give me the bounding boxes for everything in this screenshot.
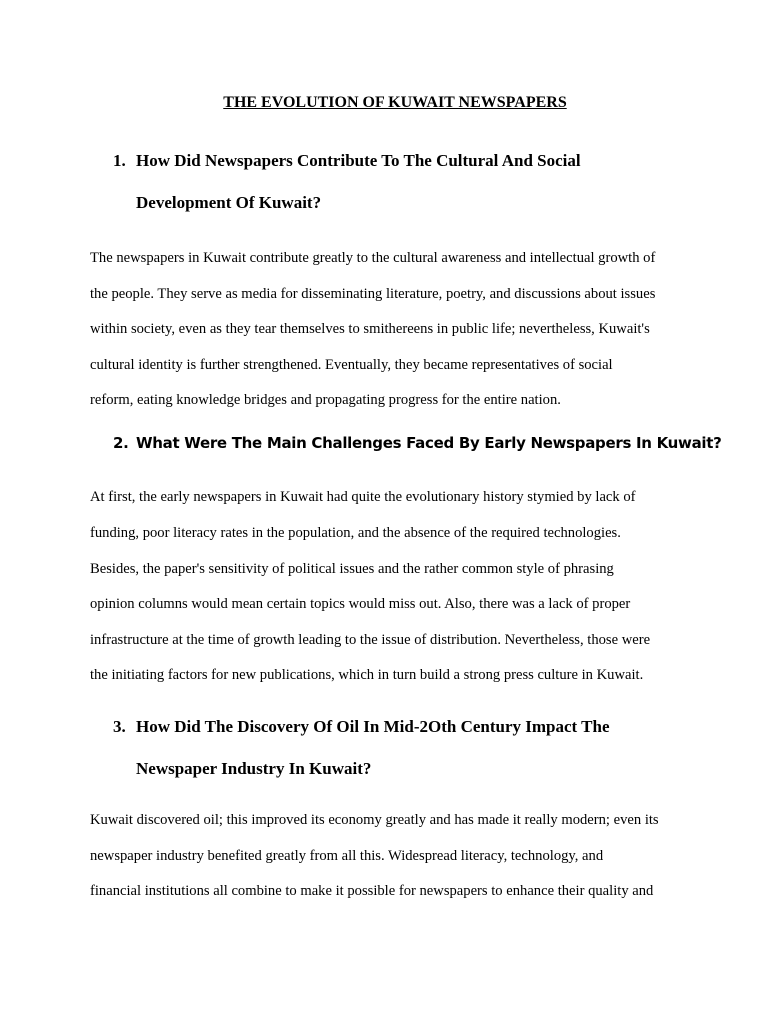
- answer-1-line-3: within society, even as they tear themselves to smithereens in public life; nevertheless, Kuwait's: [90, 321, 650, 337]
- answer-3-line-1: Kuwait discovered oil; this improved its economy greatly and has made it really modern; even its: [90, 812, 659, 828]
- question-3-line-2: Newspaper Industry In Kuwait?: [136, 759, 372, 778]
- answer-2-line-2: funding, poor literacy rates in the population, and the absence of the required technologies.: [90, 525, 621, 541]
- question-number-1: 1.: [113, 151, 126, 170]
- answer-2-line-1: At first, the early newspapers in Kuwait had quite the evolutionary history stymied by lack of: [90, 489, 636, 505]
- question-1-line-2: Development Of Kuwait?: [136, 193, 322, 212]
- question-number-2: 2.: [113, 434, 129, 452]
- document-title: THE EVOLUTION OF KUWAIT NEWSPAPERS: [223, 94, 567, 111]
- answer-2-line-4: opinion columns would mean certain topics would miss out. Also, there was a lack of proper: [90, 596, 631, 612]
- answer-3-line-3: financial institutions all combine to make it possible for newspapers to enhance their quality and: [90, 883, 654, 899]
- question-2-line-1: What Were The Main Challenges Faced By Early Newspapers In Kuwait?: [136, 434, 722, 452]
- answer-2-line-5: infrastructure at the time of growth leading to the issue of distribution. Nevertheless, those were: [90, 632, 651, 648]
- answer-1-line-5: reform, eating knowledge bridges and propagating progress for the entire nation.: [90, 392, 561, 408]
- question-3-line-1: How Did The Discovery Of Oil In Mid-2Oth Century Impact The: [136, 717, 610, 736]
- answer-1-line-4: cultural identity is further strengthened. Eventually, they became representatives of social: [90, 357, 613, 373]
- answer-3-line-2: newspaper industry benefited greatly from all this. Widespread literacy, technology, and: [90, 848, 604, 864]
- question-number-3: 3.: [113, 717, 126, 736]
- answer-1-line-2: the people. They serve as media for disseminating literature, poetry, and discussions about issues: [90, 286, 656, 302]
- question-1-line-1: How Did Newspapers Contribute To The Cultural And Social: [136, 151, 581, 170]
- answer-2-line-6: the initiating factors for new publications, which in turn build a strong press culture in Kuwait.: [90, 667, 644, 683]
- answer-1-line-1: The newspapers in Kuwait contribute greatly to the cultural awareness and intellectual growth of: [90, 250, 656, 266]
- answer-2-line-3: Besides, the paper's sensitivity of political issues and the rather common style of phrasing: [90, 561, 614, 577]
